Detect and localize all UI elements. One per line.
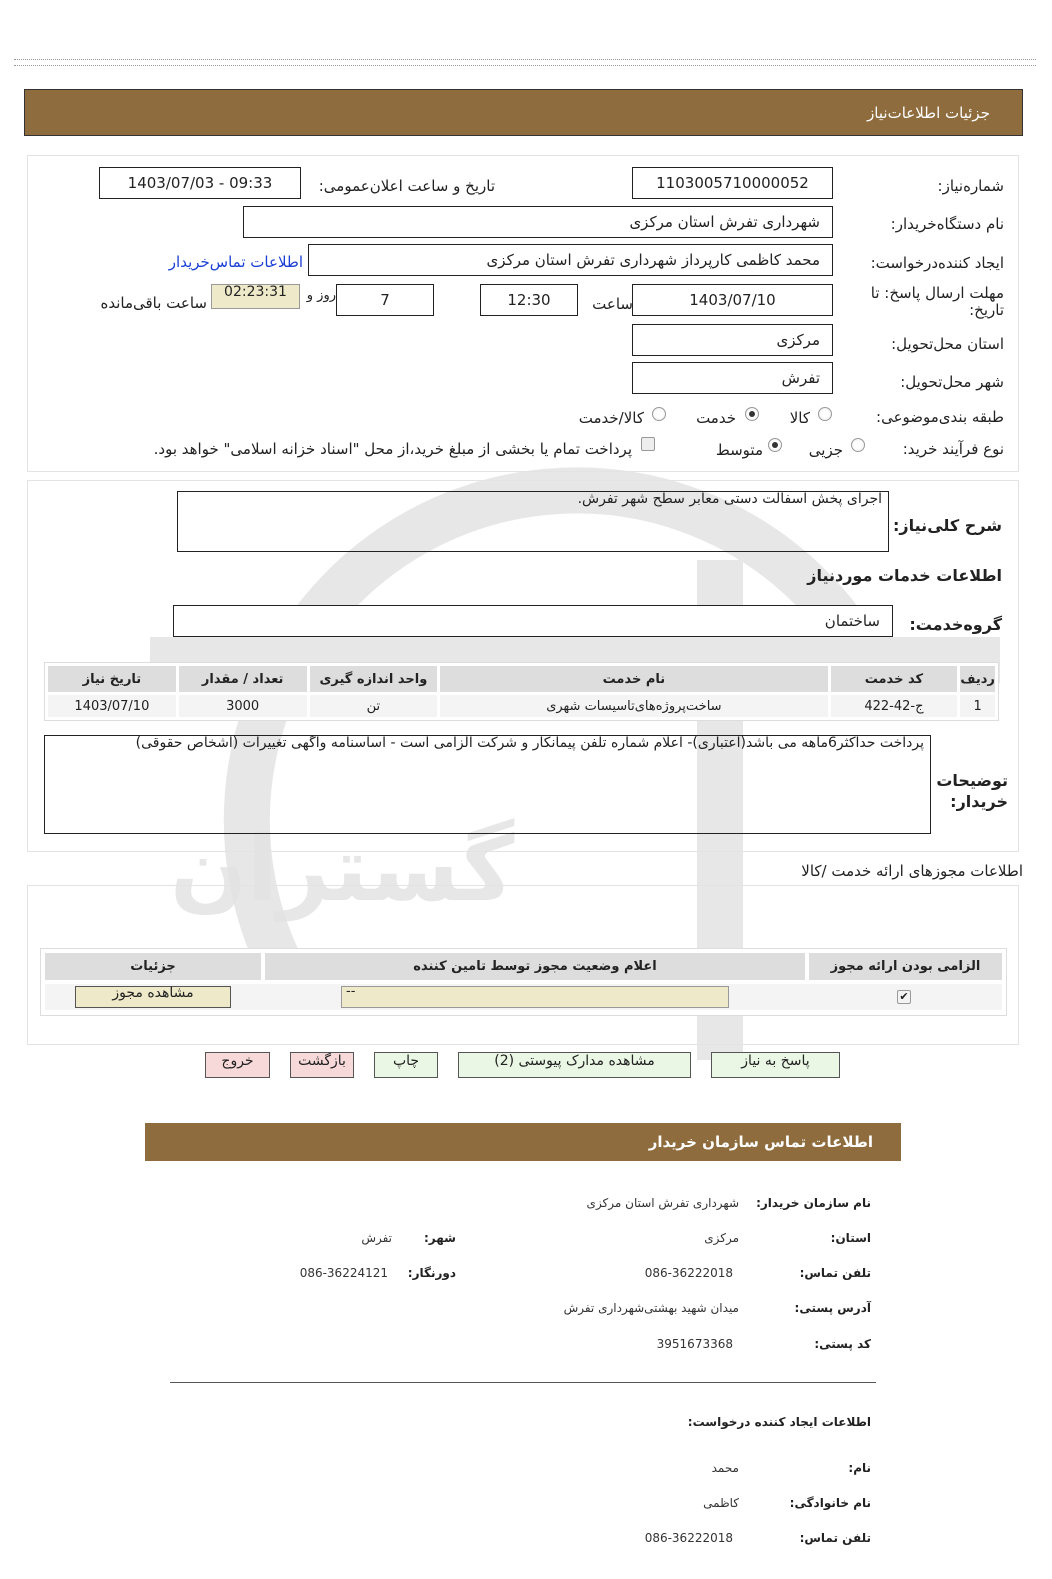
process-medium-label: متوسط: [715, 441, 763, 459]
services-table: [44, 662, 999, 721]
permit-status-field[interactable]: --: [341, 986, 729, 1008]
province-contact-label: استان:: [830, 1231, 871, 1245]
print-button[interactable]: چاپ: [374, 1052, 438, 1078]
category-goods-service-label: کالا/خدمت: [578, 409, 644, 427]
permits-header-details: جزئیات: [45, 953, 261, 980]
col-name: نام خدمت: [440, 666, 827, 692]
remaining-label: ساعت باقی‌مانده: [100, 294, 207, 312]
process-medium-radio[interactable]: [768, 438, 782, 452]
buyer-notes-field: پرداخت حداکثر6ماهه می باشد(اعتباری)- اعلام شماره تلفن پیمانکار و شرکت الزامی است - اساسنامه واگهی تغییرات (اشخاص حقوقی): [44, 735, 931, 834]
col-row: ردیف: [960, 666, 995, 692]
treasury-checkbox[interactable]: [641, 437, 655, 451]
days-label: روز و: [306, 288, 336, 303]
cell-qty: 3000: [179, 695, 307, 717]
creator-phone-label: تلفن تماس:: [799, 1531, 871, 1545]
creator-phone-value: 086-36222018: [644, 1531, 733, 1545]
summary-label: شرح کلی‌نیاز:: [893, 516, 1002, 535]
category-service-label: خدمت: [696, 409, 736, 427]
category-label: طبقه بندی‌موضوعی:: [876, 408, 1004, 426]
address-label: آدرس پستی:: [794, 1301, 871, 1315]
buyer-contact-link[interactable]: اطلاعات تماس‌خریدار: [168, 253, 303, 271]
name-value: محمد: [711, 1461, 739, 1475]
reply-button[interactable]: پاسخ به نیاز: [711, 1052, 840, 1078]
announce-field: 1403/07/03 - 09:33: [99, 167, 301, 199]
services-title: اطلاعات خدمات موردنیاز: [807, 566, 1002, 585]
province-contact-value: مرکزی: [704, 1231, 739, 1245]
announce-label: تاریخ و ساعت اعلان‌عمومی:: [318, 177, 495, 195]
attachments-button[interactable]: مشاهده مدارک پیوستی (2): [458, 1052, 691, 1078]
category-service-radio[interactable]: [745, 407, 759, 421]
buyer-field: شهرداری تفرش استان مرکزی: [243, 206, 833, 238]
city-field: تفرش: [632, 362, 833, 394]
city-contact-value: تفرش: [361, 1231, 392, 1245]
process-label: نوع فرآیند خرید:: [902, 440, 1004, 458]
category-goods-radio[interactable]: [818, 407, 832, 421]
contact-header: [145, 1123, 901, 1161]
need-number-label: شماره‌نیاز:: [937, 177, 1004, 195]
page-header: [24, 89, 1023, 136]
family-value: کاظمی: [703, 1496, 739, 1510]
contact-divider: [170, 1382, 876, 1383]
cell-date: 1403/07/10: [48, 695, 176, 717]
permits-header-required: الزامی بودن ارائه مجوز: [809, 953, 1002, 980]
fax-value: 086-36224121: [299, 1266, 388, 1280]
back-button[interactable]: بازگشت: [290, 1052, 354, 1078]
table-row: [48, 695, 995, 717]
summary-field: اجرای پخش اسفالت دستی معابر سطح شهر تفرش.: [177, 491, 889, 552]
col-unit: واحد اندازه گیری: [310, 666, 438, 692]
org-value: شهرداری تفرش استان مرکزی: [586, 1196, 739, 1210]
postal-value: 3951673368: [656, 1337, 733, 1351]
need-number-field: 1103005710000052: [632, 167, 833, 199]
view-permit-button[interactable]: مشاهده مجوز: [75, 986, 231, 1008]
col-qty: تعداد / مقدار: [179, 666, 307, 692]
contact-title: اطلاعات تماس سازمان خریدار: [648, 1133, 873, 1151]
remaining-time: 02:23:31: [211, 284, 300, 309]
city-label: شهر محل‌تحویل:: [900, 373, 1004, 391]
creator-info-title: اطلاعات ایجاد کننده درخواست:: [687, 1415, 871, 1429]
family-label: نام خانوادگی:: [789, 1496, 871, 1510]
days-field: 7: [336, 284, 434, 316]
org-label: نام سازمان خریدار:: [756, 1196, 871, 1210]
page-title: جزئیات اطلاعات‌نیاز: [867, 103, 990, 122]
buyer-notes-label: توضیحات خریدار:: [936, 771, 1008, 811]
phone-value: 086-36222018: [644, 1266, 733, 1280]
category-goods-label: کالا: [789, 409, 810, 427]
buyer-label: نام دستگاه‌خریدار:: [890, 215, 1004, 233]
category-goods-service-radio[interactable]: [652, 407, 666, 421]
province-label: استان محل‌تحویل:: [891, 335, 1004, 353]
permit-required-checkbox[interactable]: ✔: [897, 990, 911, 1004]
cell-name: ساخت‌پروژه‌های‌تاسیسات شهری: [440, 695, 827, 717]
deadline-date-field: 1403/07/10: [632, 284, 833, 316]
top-divider: [14, 59, 1036, 66]
fax-label: دورنگار:: [407, 1266, 456, 1280]
treasury-note: پرداخت تمام یا بخشی از مبلغ خرید،از محل "اسناد خزانه اسلامی" خواهد بود.: [153, 440, 632, 458]
province-field: مرکزی: [632, 324, 833, 356]
process-minor-radio[interactable]: [851, 438, 865, 452]
postal-label: کد پستی:: [814, 1337, 871, 1351]
creator-field: محمد کاظمی کارپرداز شهرداری تفرش استان مرکزی: [308, 244, 833, 276]
col-date: تاریخ نیاز: [48, 666, 176, 692]
deadline-time-field: 12:30: [480, 284, 578, 316]
deadline-label: مهلت ارسال پاسخ: تا تاریخ:: [870, 284, 1004, 319]
exit-button[interactable]: خروج: [205, 1052, 270, 1078]
cell-code: ج-42-422: [831, 695, 958, 717]
creator-label: ایجاد کننده‌درخواست:: [870, 254, 1004, 272]
permits-header-status: اعلام وضعیت مجوز توسط تامین کننده: [265, 953, 805, 980]
group-label: گروه‌خدمت:: [909, 615, 1002, 634]
deadline-time-label: ساعت: [592, 295, 633, 313]
process-minor-label: جزیی: [808, 441, 843, 459]
name-label: نام:: [848, 1461, 871, 1475]
phone-label: تلفن تماس:: [799, 1266, 871, 1280]
city-contact-label: شهر:: [424, 1231, 456, 1245]
cell-row: 1: [960, 695, 995, 717]
group-field: ساختمان: [173, 605, 893, 637]
col-code: کد خدمت: [831, 666, 958, 692]
svg-text:گستران: گستران: [170, 817, 515, 922]
address-value: میدان شهید بهشتی‌شهرداری تفرش: [563, 1301, 739, 1315]
cell-unit: تن: [310, 695, 438, 717]
permits-title: اطلاعات مجوزهای ارائه خدمت /کالا: [801, 862, 1023, 880]
